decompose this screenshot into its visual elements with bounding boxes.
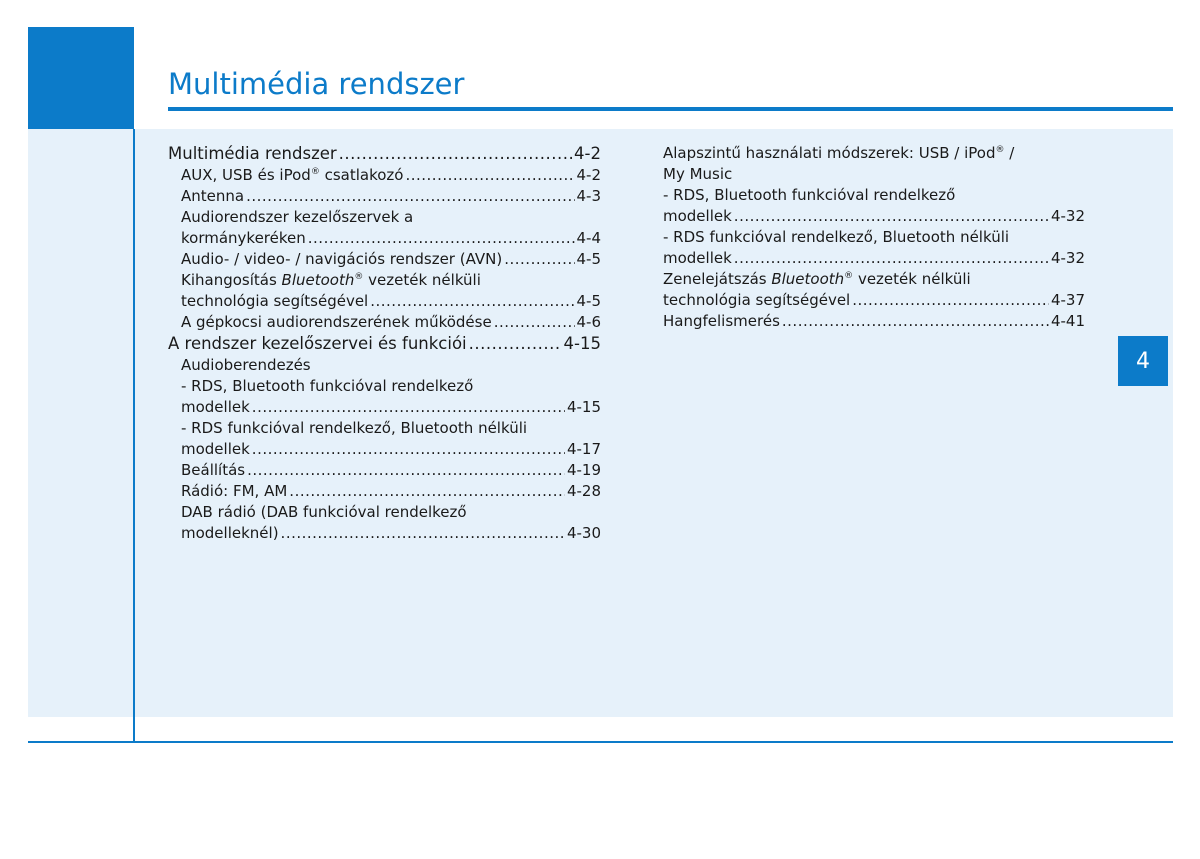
toc-leader bbox=[339, 143, 572, 165]
toc-leader bbox=[782, 311, 1049, 332]
toc-entry-page: 4-17 bbox=[566, 440, 601, 458]
left-margin-rule bbox=[133, 129, 135, 742]
toc-entry-audiorendszer-mukodese[interactable] bbox=[168, 312, 601, 333]
toc-entry-label: - RDS funkcióval rendelkező, Bluetooth nélküli bbox=[181, 419, 528, 437]
toc-entry-rds-no-bluetooth[interactable] bbox=[168, 418, 601, 439]
toc-entry-alapszintu-hasznalat[interactable] bbox=[663, 143, 1085, 164]
toc-leader bbox=[852, 290, 1049, 311]
toc-entry-label: modelleknél) bbox=[181, 524, 279, 542]
toc-entry-kormanykereken[interactable] bbox=[168, 228, 601, 249]
toc-entry-label: modellek bbox=[181, 398, 250, 416]
toc-entry-label: My Music bbox=[663, 165, 733, 183]
toc-entry-rds-bluetooth[interactable] bbox=[168, 376, 601, 397]
toc-entry-label: Multimédia rendszer bbox=[168, 144, 337, 163]
toc-entry-label: A rendszer kezelőszervei és funkciói bbox=[168, 334, 467, 353]
toc-entry-antenna[interactable] bbox=[168, 186, 601, 207]
toc-entry-label: technológia segítségével bbox=[181, 292, 369, 310]
toc-entry-label: - RDS funkcióval rendelkező, Bluetooth nélküli bbox=[663, 228, 1010, 246]
toc-entry-label: Alapszintű használati módszerek: USB / iPod® / bbox=[663, 144, 1015, 162]
toc-leader bbox=[247, 460, 565, 481]
toc-entry-modellek[interactable] bbox=[663, 248, 1085, 269]
toc-entry-rds-bluetooth[interactable] bbox=[663, 185, 1085, 206]
corner-color-block bbox=[28, 27, 134, 129]
toc-entry-page: 4-32 bbox=[1050, 207, 1085, 225]
toc-entry-label: Antenna bbox=[181, 187, 245, 205]
toc-entry-page: 4-15 bbox=[563, 334, 601, 353]
toc-leader bbox=[252, 439, 565, 460]
toc-entry-page: 4-15 bbox=[566, 398, 601, 416]
toc-leader bbox=[734, 206, 1049, 227]
toc-column-left bbox=[168, 143, 601, 544]
toc-entry-label: Audioberendezés bbox=[181, 356, 311, 374]
toc-column-right bbox=[663, 143, 1085, 332]
toc-entry-label: modellek bbox=[663, 207, 732, 225]
toc-entry-label: A gépkocsi audiorendszerének működése bbox=[181, 313, 492, 331]
chapter-tab[interactable]: 4 bbox=[1118, 336, 1168, 386]
toc-entry-audiorendszer-kezeloszervek[interactable] bbox=[168, 207, 601, 228]
toc-entry-page: 4-41 bbox=[1050, 312, 1085, 330]
toc-entry-page: 4-4 bbox=[576, 229, 601, 247]
toc-entry-radio-fm-am[interactable] bbox=[168, 481, 601, 502]
toc-leader bbox=[252, 397, 565, 418]
toc-leader bbox=[494, 312, 575, 333]
toc-entry-page: 4-5 bbox=[576, 250, 601, 268]
toc-entry-zenelejatszas[interactable] bbox=[663, 269, 1085, 290]
toc-leader bbox=[469, 333, 562, 355]
toc-leader bbox=[405, 165, 574, 186]
toc-entry-kezeloszervek-funkciok[interactable] bbox=[168, 333, 601, 355]
toc-entry-dab-radio[interactable] bbox=[168, 502, 601, 523]
toc-entry-label: Audiorendszer kezelőszervek a bbox=[181, 208, 414, 226]
toc-entry-label: - RDS, Bluetooth funkcióval rendelkező bbox=[181, 377, 474, 395]
bottom-rule bbox=[28, 741, 1173, 743]
toc-leader bbox=[289, 481, 565, 502]
toc-entry-label: Rádió: FM, AM bbox=[181, 482, 288, 500]
toc-entry-page: 4-19 bbox=[566, 461, 601, 479]
toc-entry-hangfelismeres[interactable] bbox=[663, 311, 1085, 332]
toc-entry-label: modellek bbox=[181, 440, 250, 458]
toc-entry-label: technológia segítségével bbox=[663, 291, 851, 309]
toc-entry-page: 4-32 bbox=[1050, 249, 1085, 267]
toc-entry-aux-usb-ipod[interactable] bbox=[168, 165, 601, 186]
title-underline bbox=[168, 107, 1173, 111]
toc-leader bbox=[504, 249, 574, 270]
toc-entry-label: kormánykeréken bbox=[181, 229, 306, 247]
toc-entry-rds-no-bluetooth[interactable] bbox=[663, 227, 1085, 248]
toc-entry-modellek[interactable] bbox=[663, 206, 1085, 227]
toc-entry-technologia-segitsegevel[interactable] bbox=[168, 291, 601, 312]
toc-entry-multimedia-rendszer[interactable] bbox=[168, 143, 601, 165]
toc-entry-page: 4-3 bbox=[576, 187, 601, 205]
toc-entry-audioberendezes[interactable] bbox=[168, 355, 601, 376]
toc-entry-page: 4-2 bbox=[574, 144, 601, 163]
toc-entry-page: 4-6 bbox=[576, 313, 601, 331]
toc-leader bbox=[734, 248, 1049, 269]
toc-entry-label: DAB rádió (DAB funkcióval rendelkező bbox=[181, 503, 467, 521]
toc-leader bbox=[370, 291, 574, 312]
toc-leader bbox=[308, 228, 575, 249]
toc-entry-label: Beállítás bbox=[181, 461, 246, 479]
toc-entry-technologia-segitsegevel[interactable] bbox=[663, 290, 1085, 311]
toc-entry-label: modellek bbox=[663, 249, 732, 267]
toc-entry-label: Hangfelismerés bbox=[663, 312, 780, 330]
toc-entry-avn[interactable] bbox=[168, 249, 601, 270]
toc-entry-page: 4-28 bbox=[566, 482, 601, 500]
toc-entry-label: Kihangosítás Bluetooth® vezeték nélküli bbox=[181, 271, 481, 289]
toc-entry-kihangositas[interactable] bbox=[168, 270, 601, 291]
toc-leader bbox=[246, 186, 574, 207]
toc-leader bbox=[281, 523, 565, 544]
toc-entry-label: - RDS, Bluetooth funkcióval rendelkező bbox=[663, 186, 956, 204]
toc-entry-page: 4-37 bbox=[1050, 291, 1085, 309]
toc-entry-page: 4-30 bbox=[566, 524, 601, 542]
toc-entry-my-music[interactable] bbox=[663, 164, 1085, 185]
toc-entry-page: 4-5 bbox=[576, 292, 601, 310]
toc-entry-modellek[interactable] bbox=[168, 439, 601, 460]
page-title: Multimédia rendszer bbox=[168, 67, 465, 101]
toc-entry-label: Zenelejátszás Bluetooth® vezeték nélküli bbox=[663, 270, 971, 288]
toc-entry-modellek[interactable] bbox=[168, 397, 601, 418]
toc-entry-page: 4-2 bbox=[576, 166, 601, 184]
toc-entry-label: AUX, USB és iPod® csatlakozó bbox=[181, 166, 404, 184]
toc-entry-modelleknel[interactable] bbox=[168, 523, 601, 544]
toc-entry-label: Audio- / video- / navigációs rendszer (AVN) bbox=[181, 250, 503, 268]
toc-entry-beallitas[interactable] bbox=[168, 460, 601, 481]
